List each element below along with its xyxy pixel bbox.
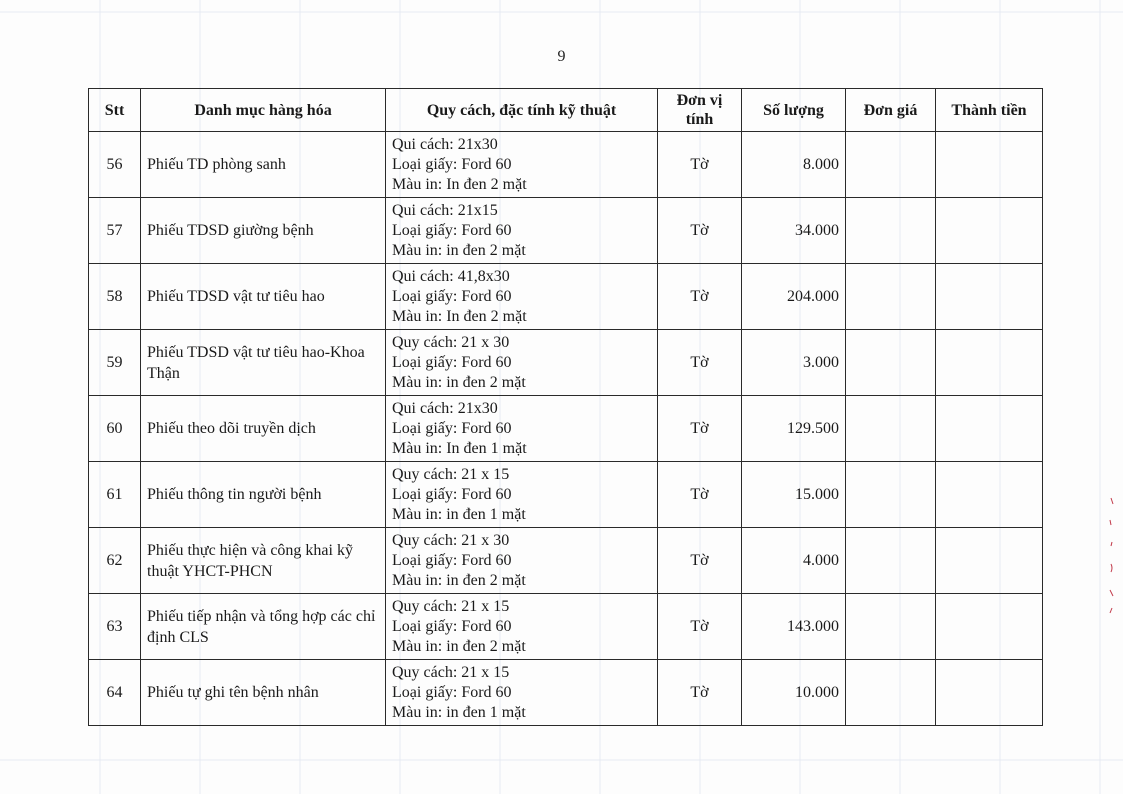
- row-unit: Tờ: [658, 198, 742, 264]
- spec-paper: Loại giấy: Ford 60: [392, 485, 512, 503]
- goods-table: [88, 88, 1043, 726]
- row-stt: 61: [89, 462, 141, 528]
- row-total: [936, 462, 1043, 528]
- row-specification: [386, 330, 658, 396]
- spec-size: Qui cách: 41,8x30: [392, 267, 510, 285]
- row-quantity: 3.000: [742, 330, 846, 396]
- row-total: [936, 528, 1043, 594]
- row-stt: 58: [89, 264, 141, 330]
- spec-size: Quy cách: 21 x 15: [392, 597, 510, 615]
- table-row: [89, 396, 1043, 462]
- row-specification: [386, 198, 658, 264]
- row-unit-price: [846, 462, 936, 528]
- margin-handwritten-marks: [1101, 490, 1121, 620]
- row-goods-name: Phiếu tự ghi tên bệnh nhân: [141, 660, 386, 726]
- table-row: [89, 462, 1043, 528]
- spec-paper: Loại giấy: Ford 60: [392, 617, 512, 635]
- row-stt: 64: [89, 660, 141, 726]
- row-total: [936, 396, 1043, 462]
- row-goods-name: Phiếu TDSD vật tư tiêu hao: [141, 264, 386, 330]
- row-quantity: 143.000: [742, 594, 846, 660]
- row-specification: [386, 264, 658, 330]
- row-total: [936, 132, 1043, 198]
- spec-paper: Loại giấy: Ford 60: [392, 683, 512, 701]
- row-goods-name: Phiếu thông tin người bệnh: [141, 462, 386, 528]
- row-total: [936, 330, 1043, 396]
- table-row: [89, 528, 1043, 594]
- row-unit: Tờ: [658, 528, 742, 594]
- header-unit-line1: Đơn vị: [676, 92, 723, 109]
- spec-print: Màu in: in đen 1 mặt: [392, 703, 526, 721]
- row-goods-name: Phiếu TDSD giường bệnh: [141, 198, 386, 264]
- table-row: [89, 330, 1043, 396]
- row-unit-price: [846, 660, 936, 726]
- header-total: Thành tiền: [936, 89, 1043, 132]
- spec-paper: Loại giấy: Ford 60: [392, 419, 512, 437]
- spec-print: Màu in: in đen 2 mặt: [392, 373, 526, 391]
- row-unit-price: [846, 132, 936, 198]
- spec-size: Quy cách: 21 x 15: [392, 465, 510, 483]
- spec-paper: Loại giấy: Ford 60: [392, 155, 512, 173]
- page-number: 9: [557, 48, 566, 65]
- table-row: [89, 594, 1043, 660]
- spec-print: Màu in: in đen 2 mặt: [392, 241, 526, 259]
- row-specification: [386, 528, 658, 594]
- spec-size: Quy cách: 21 x 30: [392, 531, 510, 549]
- row-quantity: 129.500: [742, 396, 846, 462]
- row-goods-name: Phiếu theo dõi truyền dịch: [141, 396, 386, 462]
- row-stt: 63: [89, 594, 141, 660]
- spec-print: Màu in: in đen 1 mặt: [392, 505, 526, 523]
- row-quantity: 4.000: [742, 528, 846, 594]
- row-unit-price: [846, 330, 936, 396]
- spec-size: Qui cách: 21x30: [392, 399, 498, 417]
- spec-size: Qui cách: 21x30: [392, 135, 498, 153]
- row-goods-name: Phiếu tiếp nhận và tổng hợp các chỉ định CLS: [141, 594, 386, 660]
- row-unit-price: [846, 198, 936, 264]
- header-quantity: Số lượng: [742, 89, 846, 132]
- header-stt: Stt: [89, 89, 141, 132]
- row-unit: Tờ: [658, 330, 742, 396]
- row-unit-price: [846, 594, 936, 660]
- table-row: [89, 660, 1043, 726]
- row-stt: 57: [89, 198, 141, 264]
- spec-print: Màu in: In đen 2 mặt: [392, 307, 527, 325]
- row-unit-price: [846, 396, 936, 462]
- table-row: [89, 198, 1043, 264]
- row-unit: Tờ: [658, 132, 742, 198]
- header-unit: [658, 89, 742, 132]
- table-row: [89, 264, 1043, 330]
- header-unit-price: Đơn giá: [846, 89, 936, 132]
- table-header-row: [89, 89, 1043, 132]
- row-quantity: 8.000: [742, 132, 846, 198]
- row-specification: [386, 462, 658, 528]
- row-total: [936, 198, 1043, 264]
- row-goods-name: Phiếu thực hiện và công khai kỹ thuật YHCT-PHCN: [141, 528, 386, 594]
- row-specification: [386, 132, 658, 198]
- spec-paper: Loại giấy: Ford 60: [392, 287, 512, 305]
- spec-size: Quy cách: 21 x 15: [392, 663, 510, 681]
- spec-print: Màu in: In đen 1 mặt: [392, 439, 527, 457]
- row-quantity: 15.000: [742, 462, 846, 528]
- row-specification: [386, 660, 658, 726]
- header-unit-line2: tính: [685, 111, 714, 128]
- row-stt: 60: [89, 396, 141, 462]
- row-unit: Tờ: [658, 396, 742, 462]
- row-quantity: 204.000: [742, 264, 846, 330]
- spec-paper: Loại giấy: Ford 60: [392, 551, 512, 569]
- row-stt: 56: [89, 132, 141, 198]
- row-quantity: 34.000: [742, 198, 846, 264]
- spec-print: Màu in: in đen 2 mặt: [392, 637, 526, 655]
- row-stt: 59: [89, 330, 141, 396]
- row-unit-price: [846, 528, 936, 594]
- row-stt: 62: [89, 528, 141, 594]
- spec-size: Qui cách: 21x15: [392, 201, 498, 219]
- spec-paper: Loại giấy: Ford 60: [392, 353, 512, 371]
- row-unit-price: [846, 264, 936, 330]
- row-specification: [386, 396, 658, 462]
- header-goods-name: Danh mục hàng hóa: [141, 89, 386, 132]
- header-specification: Quy cách, đặc tính kỹ thuật: [386, 89, 658, 132]
- spec-print: Màu in: in đen 2 mặt: [392, 571, 526, 589]
- row-unit: Tờ: [658, 660, 742, 726]
- row-specification: [386, 594, 658, 660]
- row-goods-name: Phiếu TDSD vật tư tiêu hao-Khoa Thận: [141, 330, 386, 396]
- row-unit: Tờ: [658, 594, 742, 660]
- row-quantity: 10.000: [742, 660, 846, 726]
- row-goods-name: Phiếu TD phòng sanh: [141, 132, 386, 198]
- row-total: [936, 264, 1043, 330]
- row-total: [936, 594, 1043, 660]
- table-row: [89, 132, 1043, 198]
- row-unit: Tờ: [658, 462, 742, 528]
- spec-paper: Loại giấy: Ford 60: [392, 221, 512, 239]
- row-unit: Tờ: [658, 264, 742, 330]
- spec-size: Quy cách: 21 x 30: [392, 333, 510, 351]
- spec-print: Màu in: In đen 2 mặt: [392, 175, 527, 193]
- row-total: [936, 660, 1043, 726]
